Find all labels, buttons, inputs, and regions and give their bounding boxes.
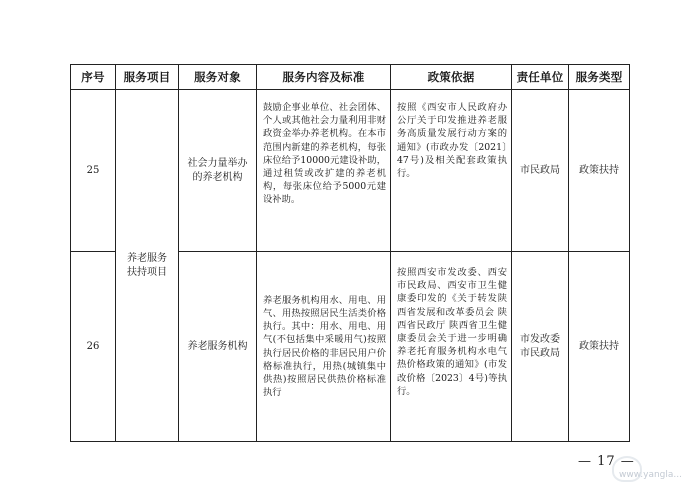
service-type-cell: 政策扶持: [569, 252, 630, 442]
service-target-label: 社会力量举办的养老机构: [187, 157, 248, 183]
policy-table-container: [70, 64, 629, 442]
watermark-logo-icon: [612, 456, 642, 482]
responsible-unit-cell: 市发改委 市民政局: [512, 252, 569, 442]
watermark-text: www.yangla...: [619, 470, 682, 480]
content-standard-cell: 养老服务机构用水、用电、用气、用热按照居民生活类价格执行。其中：用水、用电、用气(不包括集中采暖用气)按照执行居民价格的非居民用户价格标准执行，用热(城镇集中供热)按照居民供热价格标准执行: [257, 252, 391, 442]
service-target-cell: [179, 90, 257, 252]
header-content-standard: 服务内容及标准: [257, 65, 391, 90]
table-row: [71, 90, 630, 252]
header-service-target: 服务对象: [179, 65, 257, 90]
header-responsible-unit: 责任单位: [512, 65, 569, 90]
policy-basis-cell: 按照《西安市人民政府办公厅关于印发推进养老服务高质量发展行动方案的通知》(市政办发〔2021〕47号)及相关配套政策执行。: [391, 90, 512, 252]
service-item-cell: [116, 90, 179, 442]
row-number: 25: [71, 90, 116, 252]
row-number: 26: [71, 252, 116, 442]
service-type-cell: 政策扶持: [569, 90, 630, 252]
watermark: [619, 470, 682, 480]
header-service-item: 服务项目: [116, 65, 179, 90]
responsible-unit-cell: 市民政局: [512, 90, 569, 252]
header-policy-basis: 政策依据: [391, 65, 512, 90]
page-number: — 17 —: [578, 454, 635, 469]
service-target-cell: 养老服务机构: [179, 252, 257, 442]
policy-table: [70, 64, 630, 442]
service-item-label: 养老服务扶持项目: [127, 252, 167, 278]
header-service-type: 服务类型: [569, 65, 630, 90]
policy-basis-cell: 按照西安市发改委、西安市民政局、西安市卫生健康委印发的《关于转发陕西省发展和改革委员会 陕西省民政厅 陕西省卫生健康委员会关于进一步明确养老托育服务机构水电气热价格政策的通知》(市发改价格〔2023〕4号)等执行。: [391, 252, 512, 442]
header-no: 序号: [71, 65, 116, 90]
table-header-row: [71, 65, 630, 90]
content-standard-cell: 鼓励企事业单位、社会团体、个人或其他社会力量利用非财政资金举办养老机构。在本市范围内新建的养老机构，每张床位给予10000元建设补助，通过租赁或改扩建的养老机构，每张床位给予5000元建设补助。: [257, 90, 391, 252]
